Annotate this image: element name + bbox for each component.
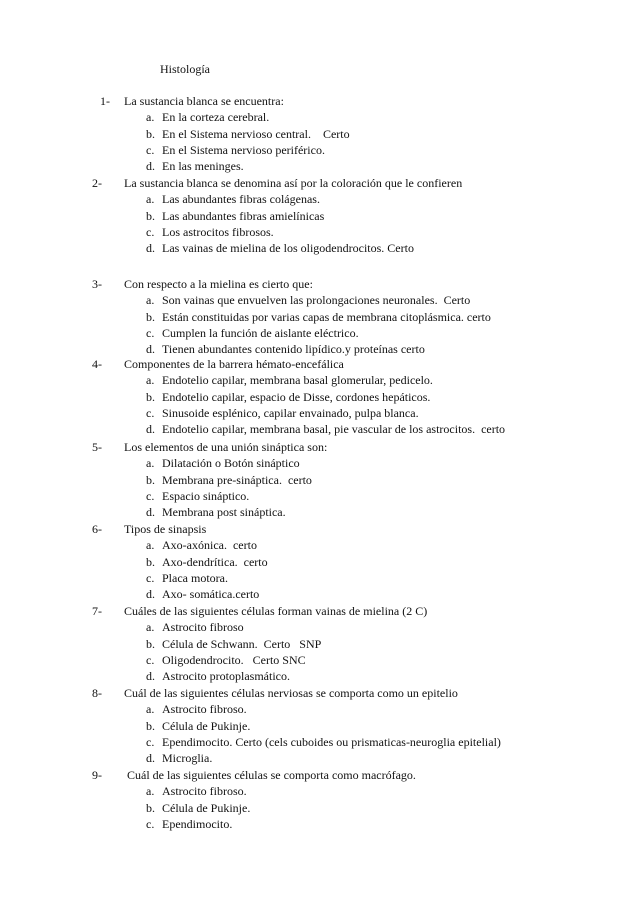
option-letter: b.: [146, 636, 155, 651]
option-letter: b.: [146, 554, 155, 569]
question-text: Los elementos de una unión sináptica son:: [124, 440, 328, 454]
option-letter: d.: [146, 342, 155, 357]
question-number: 1-: [100, 94, 110, 108]
question-number: 8-: [92, 686, 102, 700]
option-letter: d.: [146, 505, 155, 520]
option-text: Membrana pre-sináptica. certo: [162, 472, 312, 487]
option-letter: b.: [146, 472, 155, 487]
option-letter: b.: [146, 208, 155, 223]
option-text: Las vainas de mielina de los oligodendrocitos. Certo: [162, 241, 414, 256]
question-text: La sustancia blanca se encuentra:: [124, 94, 284, 108]
option-text: Placa motora.: [162, 570, 228, 585]
option-text: Endotelio capilar, membrana basal, pie vascular de los astrocitos. certo: [162, 422, 506, 437]
option-text: Cumplen la función de aislante eléctrico.: [162, 325, 359, 340]
option-text: Tienen abundantes contenido lipídico.y proteínas certo: [162, 342, 425, 357]
option-letter: a.: [146, 538, 155, 553]
question-text: Con respecto a la mielina es cierto que:: [124, 277, 313, 291]
option-letter: b.: [146, 800, 155, 815]
option-text: Astrocito fibroso: [162, 620, 244, 635]
option-text: Los astrocitos fibrosos.: [162, 224, 274, 239]
option-text: Astrocito fibroso.: [162, 702, 247, 717]
option-letter: d.: [146, 669, 155, 684]
option-text: Están constituidas por varias capas de membrana citoplásmica. certo: [162, 309, 491, 324]
option-letter: c.: [146, 142, 155, 157]
option-letter: d.: [146, 422, 155, 437]
option-letter: a.: [146, 702, 155, 717]
option-letter: d.: [146, 159, 155, 174]
question-text: Cuál de las siguientes células nerviosas se comporta como un epitelio: [124, 686, 458, 700]
option-text: Astrocito fibroso.: [162, 784, 247, 799]
option-text: Las abundantes fibras colágenas.: [162, 192, 320, 207]
question-text: Tipos de sinapsis: [124, 522, 207, 536]
question-number: 6-: [92, 522, 102, 536]
option-letter: a.: [146, 620, 155, 635]
option-text: Célula de Pukinje.: [162, 800, 251, 815]
option-letter: c.: [146, 734, 155, 749]
option-text: En la corteza cerebral.: [162, 110, 270, 125]
question-text: Cuáles de las siguientes células forman vainas de mielina (2 C): [124, 604, 428, 618]
option-text: Son vainas que envuelven las prolongaciones neuronales. Certo: [162, 293, 471, 308]
option-text: Las abundantes fibras amielínicas: [162, 208, 325, 223]
option-letter: a.: [146, 192, 155, 207]
option-letter: a.: [146, 456, 155, 471]
option-text: Ependimocito.: [162, 816, 233, 831]
option-letter: b.: [146, 309, 155, 324]
option-letter: c.: [146, 652, 155, 667]
option-letter: c.: [146, 325, 155, 340]
option-letter: a.: [146, 293, 155, 308]
option-text: Dilatación o Botón sináptico: [162, 456, 300, 471]
option-text: Microglia.: [162, 751, 213, 766]
option-letter: b.: [146, 389, 155, 404]
option-text: Membrana post sináptica.: [162, 505, 286, 520]
option-letter: c.: [146, 488, 155, 503]
option-text: Axo- somática.certo: [162, 587, 260, 602]
question-number: 4-: [92, 357, 102, 371]
option-text: Endotelio capilar, espacio de Disse, cordones hepáticos.: [162, 389, 431, 404]
option-text: Oligodendrocito. Certo SNC: [162, 652, 306, 667]
question-number: 9-: [92, 768, 102, 782]
option-text: Astrocito protoplasmático.: [162, 669, 290, 684]
option-text: Axo-dendrítica. certo: [162, 554, 268, 569]
option-letter: c.: [146, 405, 155, 420]
question-number: 3-: [92, 277, 102, 291]
option-letter: a.: [146, 110, 155, 125]
option-letter: a.: [146, 784, 155, 799]
option-text: Sinusoide esplénico, capilar envainado, pulpa blanca.: [162, 405, 419, 420]
option-letter: c.: [146, 570, 155, 585]
option-text: Célula de Schwann. Certo SNP: [162, 636, 322, 651]
option-text: Endotelio capilar, membrana basal glomerular, pedicelo.: [162, 373, 433, 388]
question-text: Cuál de las siguientes células se comporta como macrófago.: [124, 768, 416, 782]
option-letter: d.: [146, 751, 155, 766]
option-text: Ependimocito. Certo (cels cuboides ou prismaticas-neuroglia epitelial): [162, 734, 501, 749]
option-text: Espacio sináptico.: [162, 488, 250, 503]
option-text: En las meninges.: [162, 159, 244, 174]
option-letter: d.: [146, 241, 155, 256]
option-text: Axo-axónica. certo: [162, 538, 257, 553]
option-letter: c.: [146, 224, 155, 239]
option-letter: d.: [146, 587, 155, 602]
option-letter: c.: [146, 816, 155, 831]
option-letter: b.: [146, 718, 155, 733]
question-text: Componentes de la barrera hémato-encefálica: [124, 357, 344, 371]
question-text: La sustancia blanca se denomina así por la coloración que le confieren: [124, 176, 463, 190]
option-text: En el Sistema nervioso periférico.: [162, 142, 325, 157]
question-number: 7-: [92, 604, 102, 618]
question-number: 2-: [92, 176, 102, 190]
option-letter: b.: [146, 126, 155, 141]
page-title: Histología: [160, 62, 210, 76]
question-number: 5-: [92, 440, 102, 454]
option-text: En el Sistema nervioso central. Certo: [162, 126, 350, 141]
option-letter: a.: [146, 373, 155, 388]
option-text: Célula de Pukinje.: [162, 718, 251, 733]
